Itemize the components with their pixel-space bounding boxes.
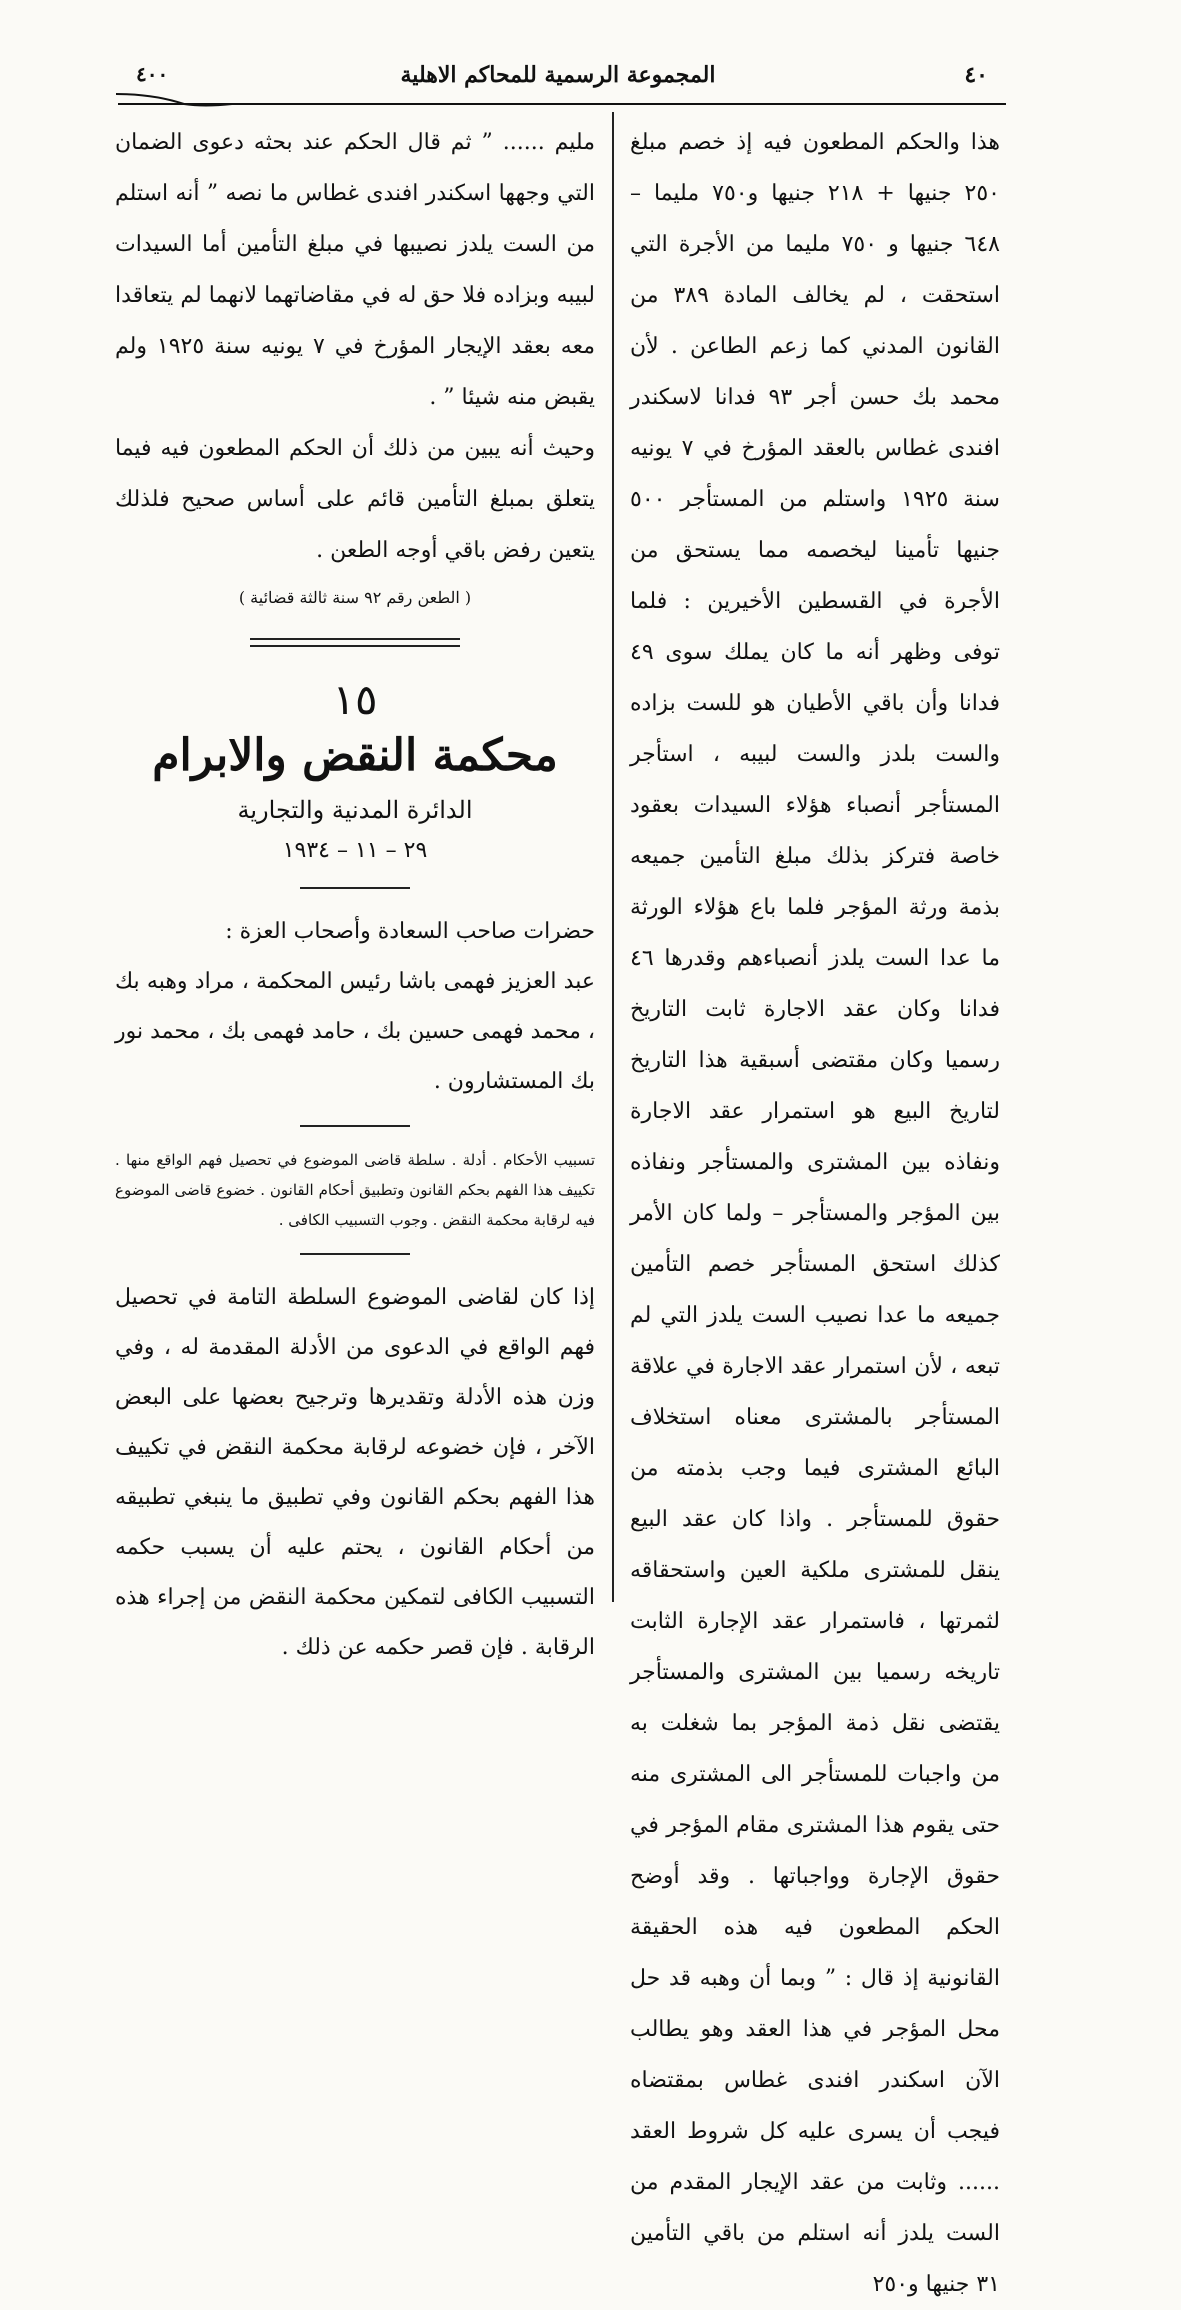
- running-title: المجموعة الرسمية للمحاكم الاهلية: [400, 62, 716, 88]
- date-rule: [300, 887, 410, 889]
- judges-intro: حضرات صاحب السعادة وأصحاب العزة :: [225, 919, 595, 944]
- headnote-rule-top: [300, 1125, 410, 1127]
- page-number-right: ٤٠: [964, 62, 988, 88]
- column-divider: [612, 112, 614, 1602]
- case-date: ٢٩ – ١١ – ١٩٣٤: [282, 838, 428, 863]
- headnote: تسبيب الأحكام . أدلة . سلطة قاضى الموضوع في تحصيل فهم الواقع منها . تكييف هذا الفهم بحكم القانون وتطبيق أحكام القانون . خضوع قاضى الموضوع فيه لرقابة محكمة النقض . وجوب التسبيب الكافى .: [115, 1151, 595, 1229]
- page-number-left: ٤٠٠: [136, 62, 169, 86]
- court-name: محكمة النقض والابرام: [152, 730, 558, 781]
- headnote-rule-bottom: [300, 1253, 410, 1255]
- header-rule: [118, 103, 1006, 105]
- right-column-paragraph: هذا والحكم المطعون فيه إذ خصم مبلغ ٢٥٠ جنيها + ٢١٨ جنيها و٧٥٠ مليما – ٦٤٨ جنيها و ٧٥٠ مليما من الأجرة التي استحقت ، لم يخالف المادة ٣٨٩ من القانون المدني كما زعم الطاعن . لأن محمد بك حسن أجر ٩٣ فدانا لاسكندر افندى غطاس بالعقد المؤرخ في ٧ يونيه سنة ١٩٢٥ واستلم من المستأجر ٥٠٠ جنيها تأمينا ليخصمه مما يستحق من الأجرة في القسطين الأخيرين : فلما توفى وظهر أنه ما كان يملك سوى ٤٩ فدانا وأن باقي الأطيان هو للست بزاده والست بلدز والست لبيبه ، استأجر المستأجر أنصباء هؤلاء السيدات بعقود خاصة فتركز بذلك مبلغ التأمين جميعه بذمة ورثة المؤجر فلما باع هؤلاء الورثة ما عدا الست يلدز أنصباءهم وقدرها ٤٦ فدانا وكان عقد الاجارة ثابت التاريخ رسميا وكان مقتضى أسبقية هذا التاريخ لتاريخ البيع هو استمرار عقد الاجارة ونفاذه بين المشترى والمستأجر ونفاذه بين المؤجر والمستأجر – ولما كان الأمر كذلك استحق المستأجر خصم التأمين جميعه ما عدا نصيب الست يلدز التي لم تبعه ، لأن استمرار عقد الاجارة في علاقة المستأجر بالمشترى معناه استخلاف البائع المشترى فيما وجب بذمته من حقوق للمستأجر . واذا كان عقد البيع ينقل للمشترى ملكية العين واستحقاقه لثمرتها ، فاستمرار عقد الإجارة الثابت تاريخه رسميا بين المشترى والمستأجر يقتضى نقل ذمة المؤجر بما شغلت به من واجبات للمستأجر الى المشترى منه حتى يقوم هذا المشترى مقام المؤجر في حقوق الإجارة وواجباتها . وقد أوضح الحكم المطعون فيه هذه الحقيقة القانونية إذ قال : ” وبما أن وهبه قد حل محل المؤجر في هذا العقد وهو يطالب الآن اسكندر افندى غطاس بمقتضاه فيجب أن يسرى عليه كل شروط العقد ...... وثابت من عقد الإيجار المقدم من الست يلدز أنه استلم من باقي التأمين ٣١ جنيها و٢٥٠: [630, 130, 1001, 2297]
- page-header: [108, 58, 1008, 98]
- judgment-continuation: مليم ...... ” ثم قال الحكم عند بحثه دعوى الضمان التي وجهها اسكندر افندى غطاس ما نصه ” أنه استلم من الست يلدز نصيبها في مبلغ التأمين أما السيدات لبيبه وبزاده فلا حق له في مقاضاتهما لانهما لم يتعاقدا معه بعقد الإيجار المؤرخ في ٧ يونيه سنة ١٩٢٥ ولم يقبض منه شيئا ” .: [115, 130, 595, 410]
- case-number: ١٥: [332, 675, 378, 724]
- appeal-citation: ( الطعن رقم ٩٢ سنة ثالثة قضائية ): [238, 588, 472, 607]
- header-flourish: [114, 88, 234, 108]
- left-column: [115, 117, 595, 1673]
- court-division: الدائرة المدنية والتجارية: [237, 796, 473, 824]
- holding-paragraph: إذا كان لقاضى الموضوع السلطة التامة في تحصيل فهم الواقع في الدعوى من الأدلة المقدمة له ، وفي وزن هذه الأدلة وتقديرها وترجيح بعضها على البعض الآخر ، فإن خضوعه لرقابة محكمة النقض في تكييف هذا الفهم بحكم القانون وفي تطبيق ما ينبغي تطبيقه من أحكام القانون ، يحتم عليه أن يسبب حكمه التسبيب الكافى لتمكين محكمة النقض من إجراء هذه الرقابة . فإن قصر حكمه عن ذلك .: [115, 1285, 595, 1660]
- judgment-conclusion: وحيث أنه يبين من ذلك أن الحكم المطعون فيه فيما يتعلق بمبلغ التأمين قائم على أساس صحيح فلذلك يتعين رفض باقي أوجه الطعن .: [115, 436, 595, 563]
- judges-list: عبد العزيز فهمى باشا رئيس المحكمة ، مراد وهبه بك ، محمد فهمى حسين بك ، حامد فهمى بك ، محمد نور بك المستشارون .: [115, 969, 595, 1094]
- section-divider: [250, 638, 460, 647]
- right-column: [630, 117, 1000, 2310]
